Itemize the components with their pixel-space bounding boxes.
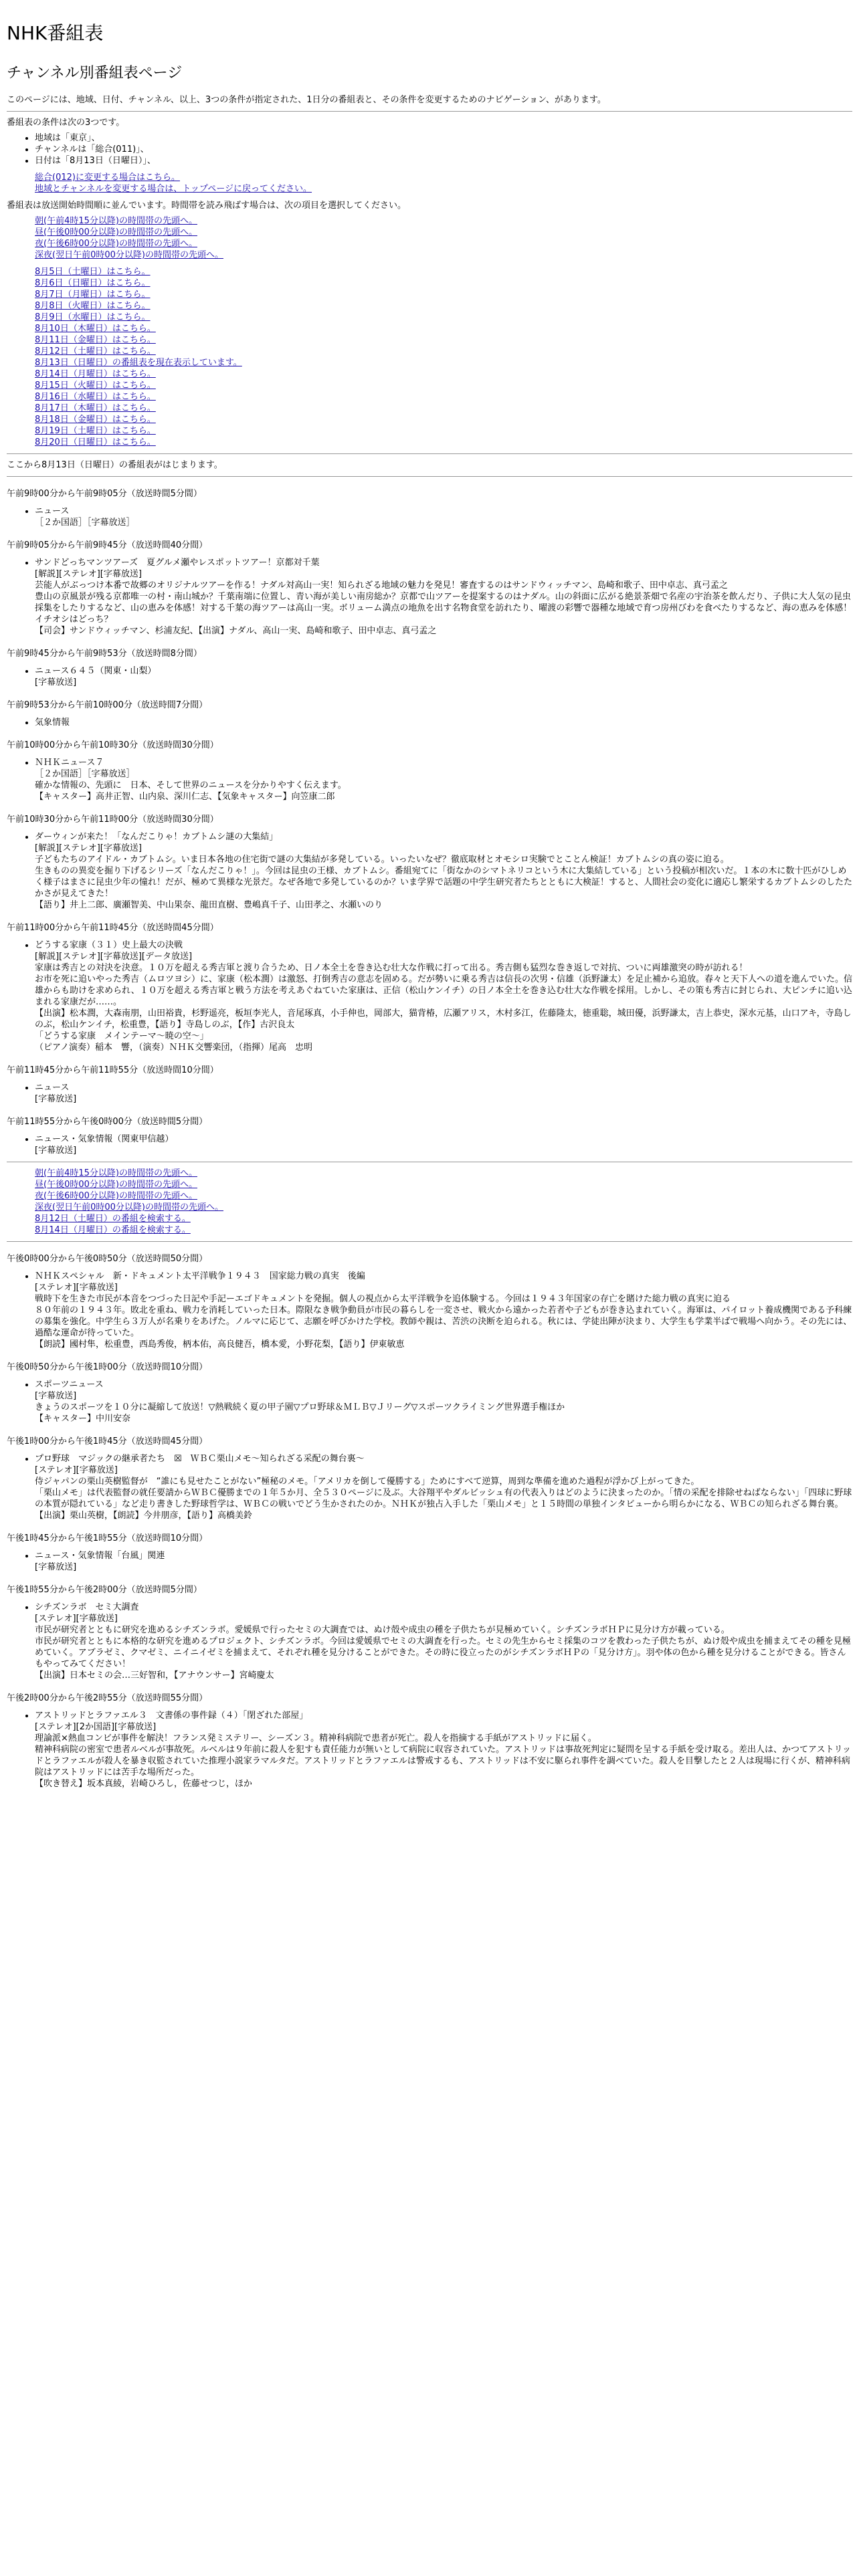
divider	[7, 111, 852, 112]
program-item	[35, 1453, 852, 1521]
program-detail: [字幕放送]	[35, 1562, 77, 1572]
condition-item: • 地域は「東京」、	[35, 132, 852, 144]
time-slot	[7, 738, 852, 802]
program-detail: [字幕放送]	[35, 1391, 77, 1401]
program-detail: [字幕放送]	[35, 1146, 77, 1156]
program-detail: [解説][ステレオ][字幕放送]	[35, 569, 142, 579]
program-title: • ダーウィンが来た！「なんだこりゃ！カブトムシ謎の大集結」	[35, 832, 278, 842]
time-slot	[7, 486, 852, 528]
mid-nav-link[interactable]: 朝(午前4時15分以降)の時間帯の先頭へ。	[35, 1168, 197, 1178]
program-detail: 子どもたちのアイドル・カブトムシ。いま日本各地の住宅街で謎の大集結が多発している。いったいなぜ？徹底取材とオモシロ実験でとことん検証！カブトムシの真の姿に迫る。	[35, 855, 729, 865]
time-slot	[7, 1531, 852, 1573]
slot-time: 午後2時00分から午後2時55分（放送時間55分間）	[7, 1693, 208, 1703]
program-detail: 確かな情報の、先頭に 日本、そして世界のニュースを分かりやすく伝えます。	[35, 780, 347, 790]
time-nav-link[interactable]: 昼(午後0時00分以降)の時間帯の先頭へ。	[35, 227, 197, 237]
date-nav-link[interactable]: 8月17日（木曜日）はこちら。	[35, 403, 156, 413]
conditions-heading: 番組表の条件は次の3つです。	[7, 118, 125, 128]
program-detail: 生きものの異変を掘り下げるシリーズ「なんだこりゃ！」。今回は昆虫の王様、カブトムシ。番組宛てに「街なかのシマトネリコという木に大集結している」という投稿が相次いだ。１本の木に数十匹がひしめく様子はまさに昆虫少年の憧れ！だが、極めて異様な光景だ。なぜ各地で多発しているのか？いま学界で話題の中学生研究者たちとともに大検証！すると、人間社会の変化に適応し繁栄するカブトムシのしたたかさが見えてきた！	[35, 866, 853, 899]
program-item	[35, 1550, 852, 1573]
schedule-afternoon	[7, 1251, 852, 1790]
program-title: • ニュース	[35, 506, 70, 516]
date-nav	[7, 266, 852, 448]
program-detail: ［２か国語］［字幕放送］	[35, 769, 135, 779]
program-detail: ８０年前の１９４３年。敗北を重ね、戦力を消耗していった日本。際限なき戦争動員が市民の暮らしを一変させ、戦火から遠かった若者や子どもが巻き込まれていく。海軍は、パイロット養成機関である予科練の募集を強化。中学生ら３万人が名乗りをあげた。ノルマに応じて、志願を呼びかけた学校。教師や親は、苦渋の決断を迫られる。秋には、学徒出陣が決まり、大学生も学業半ばで戦場へ向かう。その先には、過酷な運命が待っていた。	[35, 1305, 852, 1338]
program-item	[35, 940, 852, 1053]
program-detail: 【キャスター】中川安奈	[35, 1414, 131, 1424]
program-list	[7, 1134, 852, 1156]
time-slot	[7, 812, 852, 911]
program-detail: 戦時下を生きた市民が本音をつづった日記や手記ーエゴドキュメントを発掘。個人の視点から太平洋戦争を追体験する。今回は１９４３年国家の存亡を賭けた総力戦の真実に迫る	[35, 1294, 731, 1304]
program-list	[7, 1602, 852, 1681]
page-intro: このページには、地域、日付、チャンネル、以上、3つの条件が指定された、1日分の番組表と、その条件を変更するためのナビゲーション、があります。	[7, 95, 606, 105]
change-channel-link[interactable]: 総合(012)に変更する場合はこちら。	[35, 173, 180, 183]
time-slot	[7, 1063, 852, 1105]
program-item	[35, 1134, 852, 1156]
program-list	[7, 1271, 852, 1350]
program-title: • ＮＨＫニュース７	[35, 758, 104, 768]
time-slot	[7, 1582, 852, 1681]
time-nav	[7, 215, 852, 261]
condition-item: • 日付は「8月13日（日曜日）」、	[35, 155, 852, 167]
program-item	[35, 717, 852, 728]
program-detail: 【キャスター】高井正智、山内泉、深川仁志、【気象キャスター】向笠康二郎	[35, 792, 335, 802]
program-detail: 【語り】井上二郎、廣瀬智美、中山果奈、龍田直樹、豊嶋真千子、山田孝之、水瀬いのり	[35, 900, 383, 910]
schedule-morning	[7, 486, 852, 1156]
slot-time: 午後1時45分から午後1時55分（放送時間10分間）	[7, 1533, 208, 1543]
date-nav-link[interactable]: 8月6日（日曜日）はこちら。	[35, 278, 151, 288]
time-slot	[7, 646, 852, 688]
program-detail: 【出演】日本セミの会…三好智和，【アナウンサー】宮崎慶太	[35, 1671, 274, 1681]
date-nav-link[interactable]: 8月12日（土曜日）はこちら。	[35, 346, 156, 356]
back-to-top-link[interactable]: 地域とチャンネルを変更する場合は、トップページに戻ってください。	[35, 184, 312, 194]
program-detail: [ステレオ][字幕放送]	[35, 1465, 118, 1475]
time-slot	[7, 1360, 852, 1424]
program-item	[35, 757, 852, 802]
program-list	[7, 665, 852, 688]
program-item	[35, 557, 852, 637]
time-nav-link[interactable]: 夜(午後6時00分以降)の時間帯の先頭へ。	[35, 239, 197, 249]
program-detail: お市を死に追いやった秀吉（ムロツヨシ）に、家康（松本潤）は激怒、打倒秀吉の意志を固める。だが勢いに乗る秀吉は信長の次男・信雄（浜野謙太）を足止補から追放。春々と天下人への道を進んでいた。信雄からも助けを求められ、１０万を超える秀吉軍と戦う方法を考えあぐねていた家康は、正信（松山ケンイチ）の日ノ本全土を巻き込む壮大な作戦を採用。しかし、その策も秀吉に封じられ、大ピンチに追い込まれる家康だが……。	[35, 974, 853, 1007]
slot-time: 午前9時53分から午前10時00分（放送時間7分間）	[7, 700, 208, 710]
date-nav-link[interactable]: 8月14日（月曜日）はこちら。	[35, 369, 156, 379]
program-item	[35, 1379, 852, 1424]
program-detail: 侍ジャパンの栗山英樹監督が “誰にも見せたことがない”極秘のメモ。「アメリカを倒して優勝する」ためにすべて逆算，周到な準備を進めた過程が浮かび上がってきた。	[35, 1477, 700, 1487]
program-detail: 精神科病院の密室で患者ルベルが事故死。ルベルは９年前に殺人を犯すも責任能力が無いとして病院に収容されていた。アストリッドは事故死判定に疑問を呈する手紙を受け取る。差出人は、かつてアストリッドとラファエルが殺人を暴き収監されていた推理小説家ラマルタだ。アストリッドとラファエルは警戒するも、アストリッドは不安に駆られ事件を調べていた。殺人を目撃したと２人は現場に行くが、精神科病院はアストリッドには苦手な場所だった。	[35, 1745, 851, 1778]
date-nav-link[interactable]: 8月13日（日曜日）の番組表を現在表示しています。	[35, 358, 242, 368]
time-slot	[7, 920, 852, 1053]
slot-time: 午前10時00分から午前10時30分（放送時間30分間）	[7, 740, 219, 750]
date-nav-link[interactable]: 8月5日（土曜日）はこちら。	[35, 267, 151, 277]
program-title: • どうする家康（３１）史上最大の決戦	[35, 940, 183, 950]
date-nav-link[interactable]: 8月20日（日曜日）はこちら。	[35, 437, 156, 447]
program-detail: 【朗読】國村隼，松重豊，西島秀俊，柄本佑，高良健吾，橋本愛，小野花梨，【語り】伊東敏恵	[35, 1339, 405, 1350]
program-detail: 市民が研究者とともに研究を進めるシチズンラボ。愛媛県で行ったセミの大調査では、ぬけ殻や成虫の種を子供たちが見極めていく。シチズンラボＨＰに見分け方が載っている。	[35, 1625, 730, 1635]
time-slot	[7, 697, 852, 728]
time-nav-link[interactable]: 朝(午前4時15分以降)の時間帯の先頭へ。	[35, 216, 197, 226]
program-item	[35, 1710, 852, 1790]
mid-nav-link[interactable]: 8月14日（月曜日）の番組を検索する。	[35, 1225, 191, 1235]
program-detail: 家康は秀吉との対決を決意。１０万を超える秀吉軍と渡り合うため、日ノ本全土を巻き込む壮大な作戦に打って出る。秀吉側も猛烈な巻き返しで対抗、ついに両雄激突の時が訪れる！	[35, 963, 748, 973]
divider	[7, 476, 852, 477]
time-slot	[7, 1434, 852, 1521]
program-title: • シチズンラボ セミ大調査	[35, 1602, 139, 1612]
date-nav-link[interactable]: 8月11日（金曜日）はこちら。	[35, 335, 156, 345]
date-nav-link[interactable]: 8月10日（木曜日）はこちら。	[35, 324, 156, 334]
date-nav-link[interactable]: 8月7日（月曜日）はこちら。	[35, 290, 151, 300]
program-list	[7, 831, 852, 911]
program-list	[7, 940, 852, 1053]
program-detail: [ステレオ][2か国語][字幕放送]	[35, 1722, 157, 1732]
slot-time: 午後0時00分から午後0時50分（放送時間50分間）	[7, 1254, 208, 1264]
slot-time: 午前11時55分から午後0時00分（放送時間5分間）	[7, 1117, 208, 1127]
slot-time: 午前9時05分から午前9時45分（放送時間40分間）	[7, 540, 208, 550]
program-detail: 【出演】松本潤，大森南朋，山田裕貴，杉野遥亮，板垣李光人，音尾琢真，小手伸也，岡部大，猫背椿，広瀬アリス，木村多江，佐藤隆太，徳重聡，城田優，浜野謙太，吉上恭史，深水元基，山口アキ，寺島しのぶ，松山ケンイチ，松重豊，【語り】寺島しのぶ，【作】古沢良太	[35, 1008, 852, 1030]
program-list	[7, 717, 852, 728]
program-item	[35, 831, 852, 911]
program-detail: 豊山の京風景が残る京都唯一の村・南山城か？千葉南端に位置し、青い海が美しい南房総か？京都で山ツアーを提案するのはナダル。山の斜面に広がる絶景茶畑で名産の宇治茶を飲んだり、子供に大人気の昆虫採集をしたりするなど、山の恵みを体感！対する千葉の海ツアーは高山一実。ボリューム満点の地魚を出す名物食堂を訪れたり、曜渡の彩響で器種な地域で育つ房州びわを食べたりするなど、海の恵みを体感！イチオシはどっち？	[35, 592, 852, 625]
mid-nav-link[interactable]: 夜(午後6時00分以降)の時間帯の先頭へ。	[35, 1191, 197, 1201]
slot-time: 午前9時45分から午前9時53分（放送時間8分間）	[7, 649, 202, 659]
program-title: • 気象情報	[35, 718, 70, 728]
slot-time: 午前11時00分から午前11時45分（放送時間45分間）	[7, 923, 219, 933]
date-nav-link[interactable]: 8月19日（土曜日）はこちら。	[35, 426, 156, 436]
program-list	[7, 1453, 852, 1521]
program-item	[35, 1271, 852, 1350]
mid-nav	[7, 1168, 852, 1236]
program-title: • スポーツニュース	[35, 1380, 104, 1390]
program-list	[7, 1710, 852, 1790]
divider	[7, 1241, 852, 1242]
program-detail: （ピアノ演奏）稲本 響，（演奏）ＮＨＫ交響楽団，（指揮）尾高 忠明	[35, 1043, 312, 1053]
program-detail: 「栗山メモ」は代表監督の就任要請からＷＢＣ優勝までの１年５か月、全５３０ページに及ぶ。大谷翔平やダルビッシュ有の代表入りはどのように決まったのか。「情の采配を排除せねばならない」「四球に野球の本質が隠れている」など走り書きした野球哲学は、ＷＢＣの戦いでどう生かされたのか。ＮＨＫが独占入手した「栗山メモ」と１５時間の単独インタビューから明らかになる、ＷＢＣの知られざる舞台裏。	[35, 1488, 852, 1509]
time-slot	[7, 1114, 852, 1156]
time-slot	[7, 1251, 852, 1350]
date-nav-link[interactable]: 8月15日（火曜日）はこちら。	[35, 381, 156, 391]
time-slot	[7, 1691, 852, 1790]
page-title: チャンネル別番組表ページ	[7, 65, 183, 82]
program-detail: 市民が研究者とともに本格的な研究を進めるプロジェクト、シチズンラボ。今回は愛媛県でセミの大調査を行った。セミの先生からセミ採集のコツを教わった子供たちが、ぬけ殻や成虫を捕まえてその種を見極めていく。アブラゼミ、クマゼミ、ニイニイゼミを捕まえて、それぞれ種を見分けることができた。その時に役立ったのがシチズンラボＨＰの「見分け方」。羽や体の色から種を見分けることができる。皆さんもやってみてください！	[35, 1636, 851, 1669]
time-nav-link[interactable]: 深夜(翌日午前0時00分以降)の時間帯の先頭へ。	[35, 250, 223, 260]
program-list	[7, 1550, 852, 1573]
program-title: • ニュース	[35, 1083, 70, 1093]
time-nav-text: 番組表は放送開始時間順に並んでいます。時間帯を読み飛ばす場合は、次の項目を選択してください。	[7, 201, 406, 211]
program-list	[7, 557, 852, 637]
program-detail: 【吹き替え】坂本真綾，岩崎ひろし，佐藤せつじ，ほか	[35, 1779, 253, 1789]
program-detail: [ステレオ][字幕放送]	[35, 1283, 118, 1293]
divider	[7, 453, 852, 454]
program-detail: [解説][ステレオ][字幕放送]	[35, 843, 142, 853]
program-item	[35, 506, 852, 528]
program-title: • ニュース６４５（関東・山梨）	[35, 666, 157, 676]
program-title: • ＮＨＫスペシャル 新・ドキュメント太平洋戦争１９４３ 国家総力戦の真実 後編	[35, 1271, 365, 1281]
conditions-list	[7, 132, 852, 167]
date-nav-link[interactable]: 8月8日（火曜日）はこちら。	[35, 301, 151, 311]
program-item	[35, 1602, 852, 1681]
program-title: • アストリッドとラファエル３ 文書係の事件録（４）「閉ざれた部屋」	[35, 1711, 308, 1721]
slot-time: 午後1時55分から午後2時00分（放送時間5分間）	[7, 1585, 202, 1595]
program-detail: [解説][ステレオ][字幕放送][データ放送]	[35, 952, 193, 962]
program-detail: きょうのスポーツを１０分に凝縮して放送！▽熱戦続く夏の甲子園▽プロ野球＆ＭＬＢ▽Ｊリーグ▽スポーツクライミング世界選手権ほか	[35, 1402, 565, 1412]
time-slot	[7, 538, 852, 637]
program-title: • ニュース・気象情報（関東甲信越）	[35, 1134, 174, 1144]
program-detail: 「どうする家康 メインテーマ〜暁の空〜」	[35, 1031, 209, 1041]
program-item	[35, 1082, 852, 1105]
program-detail: 理論派×熱血コンビが事件を解決！フランス発ミステリー、シーズン３。精神科病院で患者が死亡。殺人を指摘する手紙がアストリッドに届く。	[35, 1733, 597, 1743]
date-nav-link[interactable]: 8月9日（水曜日）はこちら。	[35, 312, 151, 322]
date-nav-link[interactable]: 8月18日（金曜日）はこちら。	[35, 415, 156, 425]
schedule-start: ここから8月13日（日曜日）の番組表がはじまります。	[7, 460, 223, 470]
site-title: NHK番組表	[7, 22, 104, 44]
program-title: • プロ野球 マジックの継承者たち ☒ ＷＢＣ栗山メモ〜知られざる采配の舞台裏〜	[35, 1454, 365, 1464]
program-item	[35, 665, 852, 688]
slot-time: 午後1時00分から午後1時45分（放送時間45分間）	[7, 1436, 208, 1446]
slot-time: 午前11時45分から午前11時55分（放送時間10分間）	[7, 1065, 219, 1075]
program-list	[7, 1082, 852, 1105]
slot-time: 午後0時50分から午後1時00分（放送時間10分間）	[7, 1362, 208, 1372]
program-detail: 芸能人がぶっつけ本番で故郷のオリジナルツアーを作る！ナダル対高山一実！知られざる地域の魅力を発見！審査するのはサンドウィッチマン、島崎和歌子、田中卓志、真弓孟之	[35, 580, 728, 591]
mid-nav-link[interactable]: 8月12日（土曜日）の番組を検索する。	[35, 1214, 191, 1224]
condition-item: • チャンネルは「総合(011)」、	[35, 144, 852, 155]
program-detail: [字幕放送]	[35, 677, 77, 687]
change-links	[7, 172, 852, 195]
mid-nav-link[interactable]: 昼(午後0時00分以降)の時間帯の先頭へ。	[35, 1180, 197, 1190]
program-detail: ［２か国語］［字幕放送］	[35, 518, 135, 528]
program-title: • ニュース・気象情報「台風」関連	[35, 1551, 165, 1561]
mid-nav-link[interactable]: 深夜(翌日午前0時00分以降)の時間帯の先頭へ。	[35, 1202, 223, 1212]
program-detail: 【出演】栗山英樹，【朗読】今井朋彦，【語り】高橋美鈴	[35, 1511, 253, 1521]
program-list	[7, 757, 852, 802]
program-detail: 【司会】サンドウィッチマン、杉浦友紀、【出演】ナダル、高山一実、島崎和歌子、田中卓志、真弓孟之	[35, 626, 437, 636]
program-list	[7, 506, 852, 528]
program-detail: [字幕放送]	[35, 1094, 77, 1104]
slot-time: 午前10時30分から午前11時00分（放送時間30分間）	[7, 815, 219, 825]
program-list	[7, 1379, 852, 1424]
program-detail: [ステレオ][字幕放送]	[35, 1614, 118, 1624]
program-title: • サンドどっちマンツアーズ 夏グルメ瀬やレスポットツアー！京都対千葉	[35, 558, 320, 568]
date-nav-link[interactable]: 8月16日（水曜日）はこちら。	[35, 392, 156, 402]
slot-time: 午前9時00分から午前9時05分（放送時間5分間）	[7, 489, 202, 499]
